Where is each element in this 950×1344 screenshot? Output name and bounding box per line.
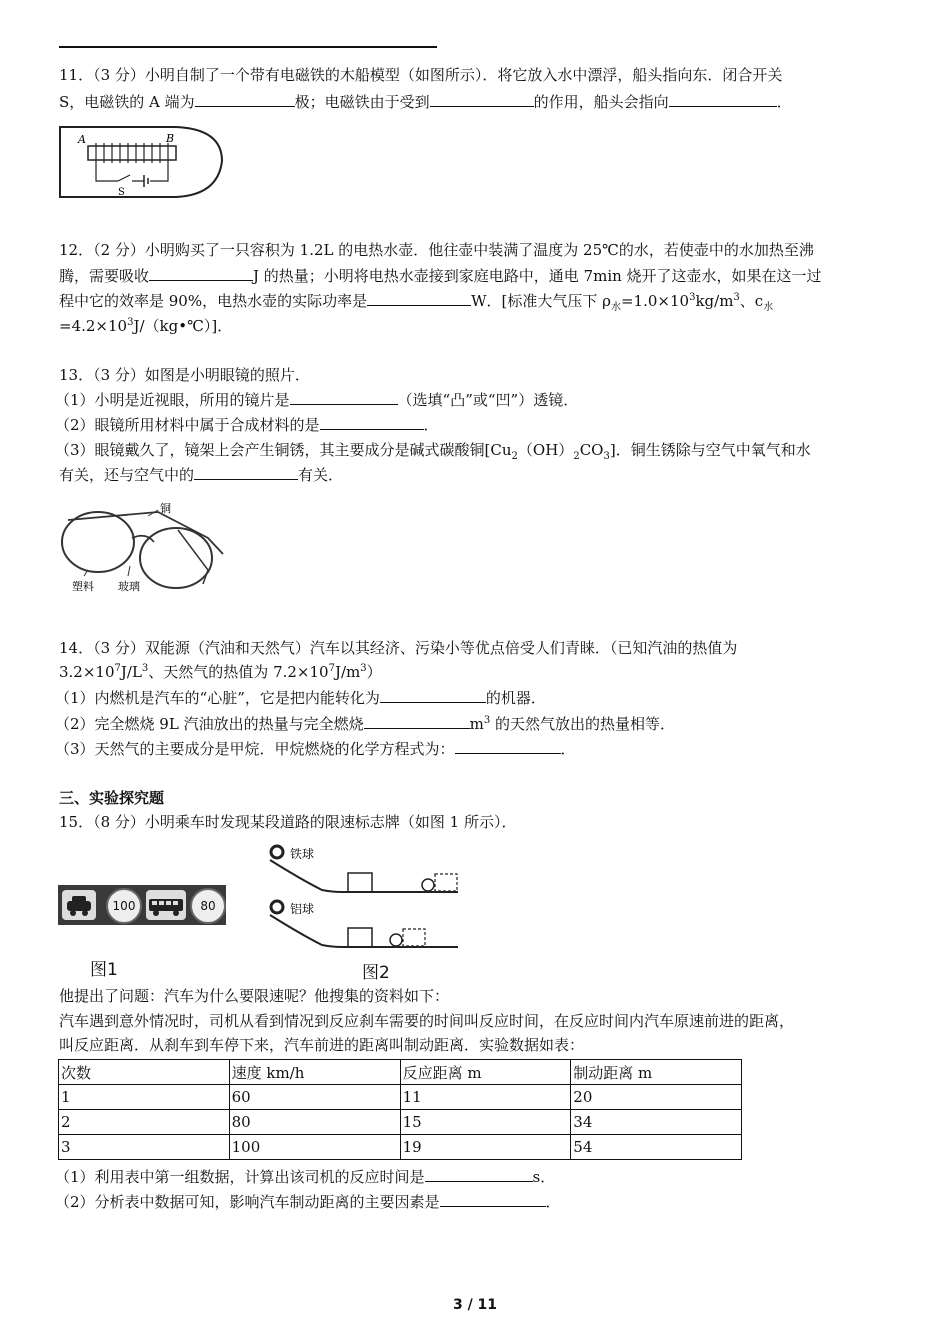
q13-line5: 有关，还与空气中的 有关． (59, 466, 344, 484)
block-2 (348, 928, 372, 947)
table-cell: 3 (59, 1135, 230, 1160)
circuit-wire (96, 163, 168, 181)
ball-1-end (422, 879, 434, 891)
label-plastic: 塑料 (72, 580, 94, 593)
q14-line5: （3）天然气的主要成分是甲烷．甲烷燃烧的化学方程式为： ． (55, 740, 576, 758)
ramp-figure (262, 840, 462, 955)
q14-line1: 14．（3 分）双能源（汽油和天然气）汽车以其经济、污染小等优点倍受人们青睐．（已知汽油的热值为 (59, 639, 738, 657)
glasses-figure (58, 494, 228, 606)
q13-blank-2[interactable] (320, 414, 424, 430)
q11-blank-3[interactable] (669, 91, 777, 107)
q11-line1: 11．（3 分）小明自制了一个带有电磁铁的木船模型（如图所示）．将它放入水中漂浮，船头指向东．闭合开关 (59, 66, 783, 84)
q15-line2: 他提出了问题：汽车为什么要限速呢？他搜集的资料如下： (59, 987, 450, 1005)
label-glass: 玻璃 (118, 580, 140, 593)
q15-line1: 15．（8 分）小明乘车时发现某段道路的限速标志牌（如图 1 所示）． (59, 813, 517, 831)
label-b: B (166, 132, 175, 145)
q12-line1: 12．（2 分）小明购买了一只容积为 1.2L 的电热水壶．他往壶中装满了温度为 25℃的水，若使壶中的水加热至沸 (59, 241, 814, 259)
table-cell: 1 (59, 1085, 230, 1110)
q12-line3: 程中它的效率是 90%，电热水壶的实际功率是 W．[标准大气压下 $\rho_水=1.0\times 10^3kg/m^3$、$c_水$ (59, 292, 774, 313)
ball-2-end (390, 934, 402, 946)
temple-arm (68, 512, 223, 554)
label-s: S (118, 187, 125, 198)
table-cell: 60 (229, 1085, 400, 1110)
q14-blank-3[interactable] (455, 738, 561, 754)
q13-line1: 13．（3 分）如图是小明眼镜的照片． (59, 366, 310, 384)
q14-line2: $3.2\times 10^7J/L^3$、天然气的热值为 $7.2\times 10^7J/m^3$） (59, 663, 382, 681)
q12-line2: 腾，需要吸收 J 的热量；小明将电热水壶接到家庭电路中，通电 7min 烧开了这壶水，如果在这一过 (59, 267, 822, 285)
table-cell: 80 (229, 1110, 400, 1135)
table-cell: 20 (571, 1085, 742, 1110)
data-table (58, 1059, 742, 1160)
q15-line3: 汽车遇到意外情况时，司机从看到情况到反应刹车需要的时间叫反应时间，在反应时间内汽车原速前进的距离， (59, 1012, 795, 1030)
q13-line4: （3）眼镜戴久了，镜架上会产生铜锈，其主要成分是碱式碳酸铜$[Cu_2(OH)_2CO_3]$．铜生锈除与空气中氧气和水 (55, 441, 811, 462)
ramp-1 (270, 860, 458, 892)
q13-line3: （2）眼镜所用材料中属于合成材料的是 ． (55, 416, 439, 434)
speed-sign-board (58, 885, 226, 925)
table-cell: 100 (229, 1135, 400, 1160)
bus-icon (146, 890, 186, 920)
table-cell: 15 (400, 1110, 571, 1135)
table-header: 次数 (59, 1060, 230, 1085)
q12-blank-2[interactable] (367, 290, 471, 306)
q11-line2: S，电磁铁的 A 端为 极；电磁铁由于受到 的作用，船头会指向 ． (59, 93, 792, 111)
q11-blank-2[interactable] (430, 91, 534, 107)
q15-line4: 叫反应距离．从刹车到车停下来，汽车前进的距离叫制动距离．实验数据如表： (59, 1036, 585, 1054)
table-cell: 54 (571, 1135, 742, 1160)
block-1 (348, 873, 372, 892)
q12-blank-1[interactable] (149, 265, 253, 281)
table-cell: 19 (400, 1135, 571, 1160)
block-2-moved (403, 929, 425, 946)
iron-ball (271, 846, 283, 858)
q14-line3: （1）内燃机是汽车的“心脏”，它是把内能转化为 的机器． (55, 689, 546, 707)
q14-line4: （2）完全燃烧 9L 汽油放出的热量与完全燃烧 $m^3$ 的天然气放出的热量相等． (55, 715, 675, 733)
q11-blank-1[interactable] (195, 91, 295, 107)
table-cell: 34 (571, 1110, 742, 1135)
q15-line5: （1）利用表中第一组数据，计算出该司机的反应时间是 s． (55, 1168, 556, 1186)
q15-blank-2[interactable] (440, 1191, 546, 1207)
electromagnet-core (88, 146, 176, 160)
ramp-2 (270, 915, 458, 947)
table-cell: 2 (59, 1110, 230, 1135)
q15-line6: （2）分析表中数据可知，影响汽车制动距离的主要因素是 ． (55, 1193, 561, 1211)
table-row (59, 1110, 742, 1135)
aluminum-ball (271, 901, 283, 913)
car-icon (62, 890, 96, 920)
switch-s (118, 175, 130, 181)
q14-blank-1[interactable] (380, 687, 486, 703)
boat-figure (58, 123, 226, 203)
table-header: 制动距离 m (571, 1060, 742, 1085)
page-number: 3 / 11 (452, 1297, 498, 1313)
q12-line4: $=4.2\times 10^3J/(kg•℃)$]． (59, 317, 233, 335)
table-row (59, 1135, 742, 1160)
table-header: 速度 km/h (229, 1060, 400, 1085)
speed-limit-80: 80 (190, 888, 226, 924)
fig1-caption: 图1 (90, 960, 118, 980)
table-cell: 11 (400, 1085, 571, 1110)
fig2-caption: 图2 (362, 963, 390, 983)
header-rule (59, 46, 437, 48)
label-iron-ball: 铁球 (290, 847, 315, 861)
q13-blank-1[interactable] (290, 389, 398, 405)
table-row (59, 1085, 742, 1110)
table-header: 反应距离 m (400, 1060, 571, 1085)
pointer-glass (128, 566, 130, 576)
q15-blank-1[interactable] (425, 1166, 533, 1182)
section-title: 三、实验探究题 (59, 789, 165, 807)
q13-line2: （1）小明是近视眼，所用的镜片是 （选填“凸”或“凹”）透镜． (55, 391, 579, 409)
label-aluminum-ball: 铝球 (290, 902, 315, 916)
q13-blank-3[interactable] (194, 464, 298, 480)
block-1-moved (435, 874, 457, 891)
label-copper: 铜 (160, 502, 171, 515)
battery (144, 175, 148, 187)
q14-blank-2[interactable] (364, 713, 470, 729)
label-a: A (78, 133, 86, 146)
table-header-row (59, 1060, 742, 1085)
lens-right (140, 528, 212, 588)
speed-limit-100: 100 (106, 888, 142, 924)
lens-left (62, 512, 134, 572)
